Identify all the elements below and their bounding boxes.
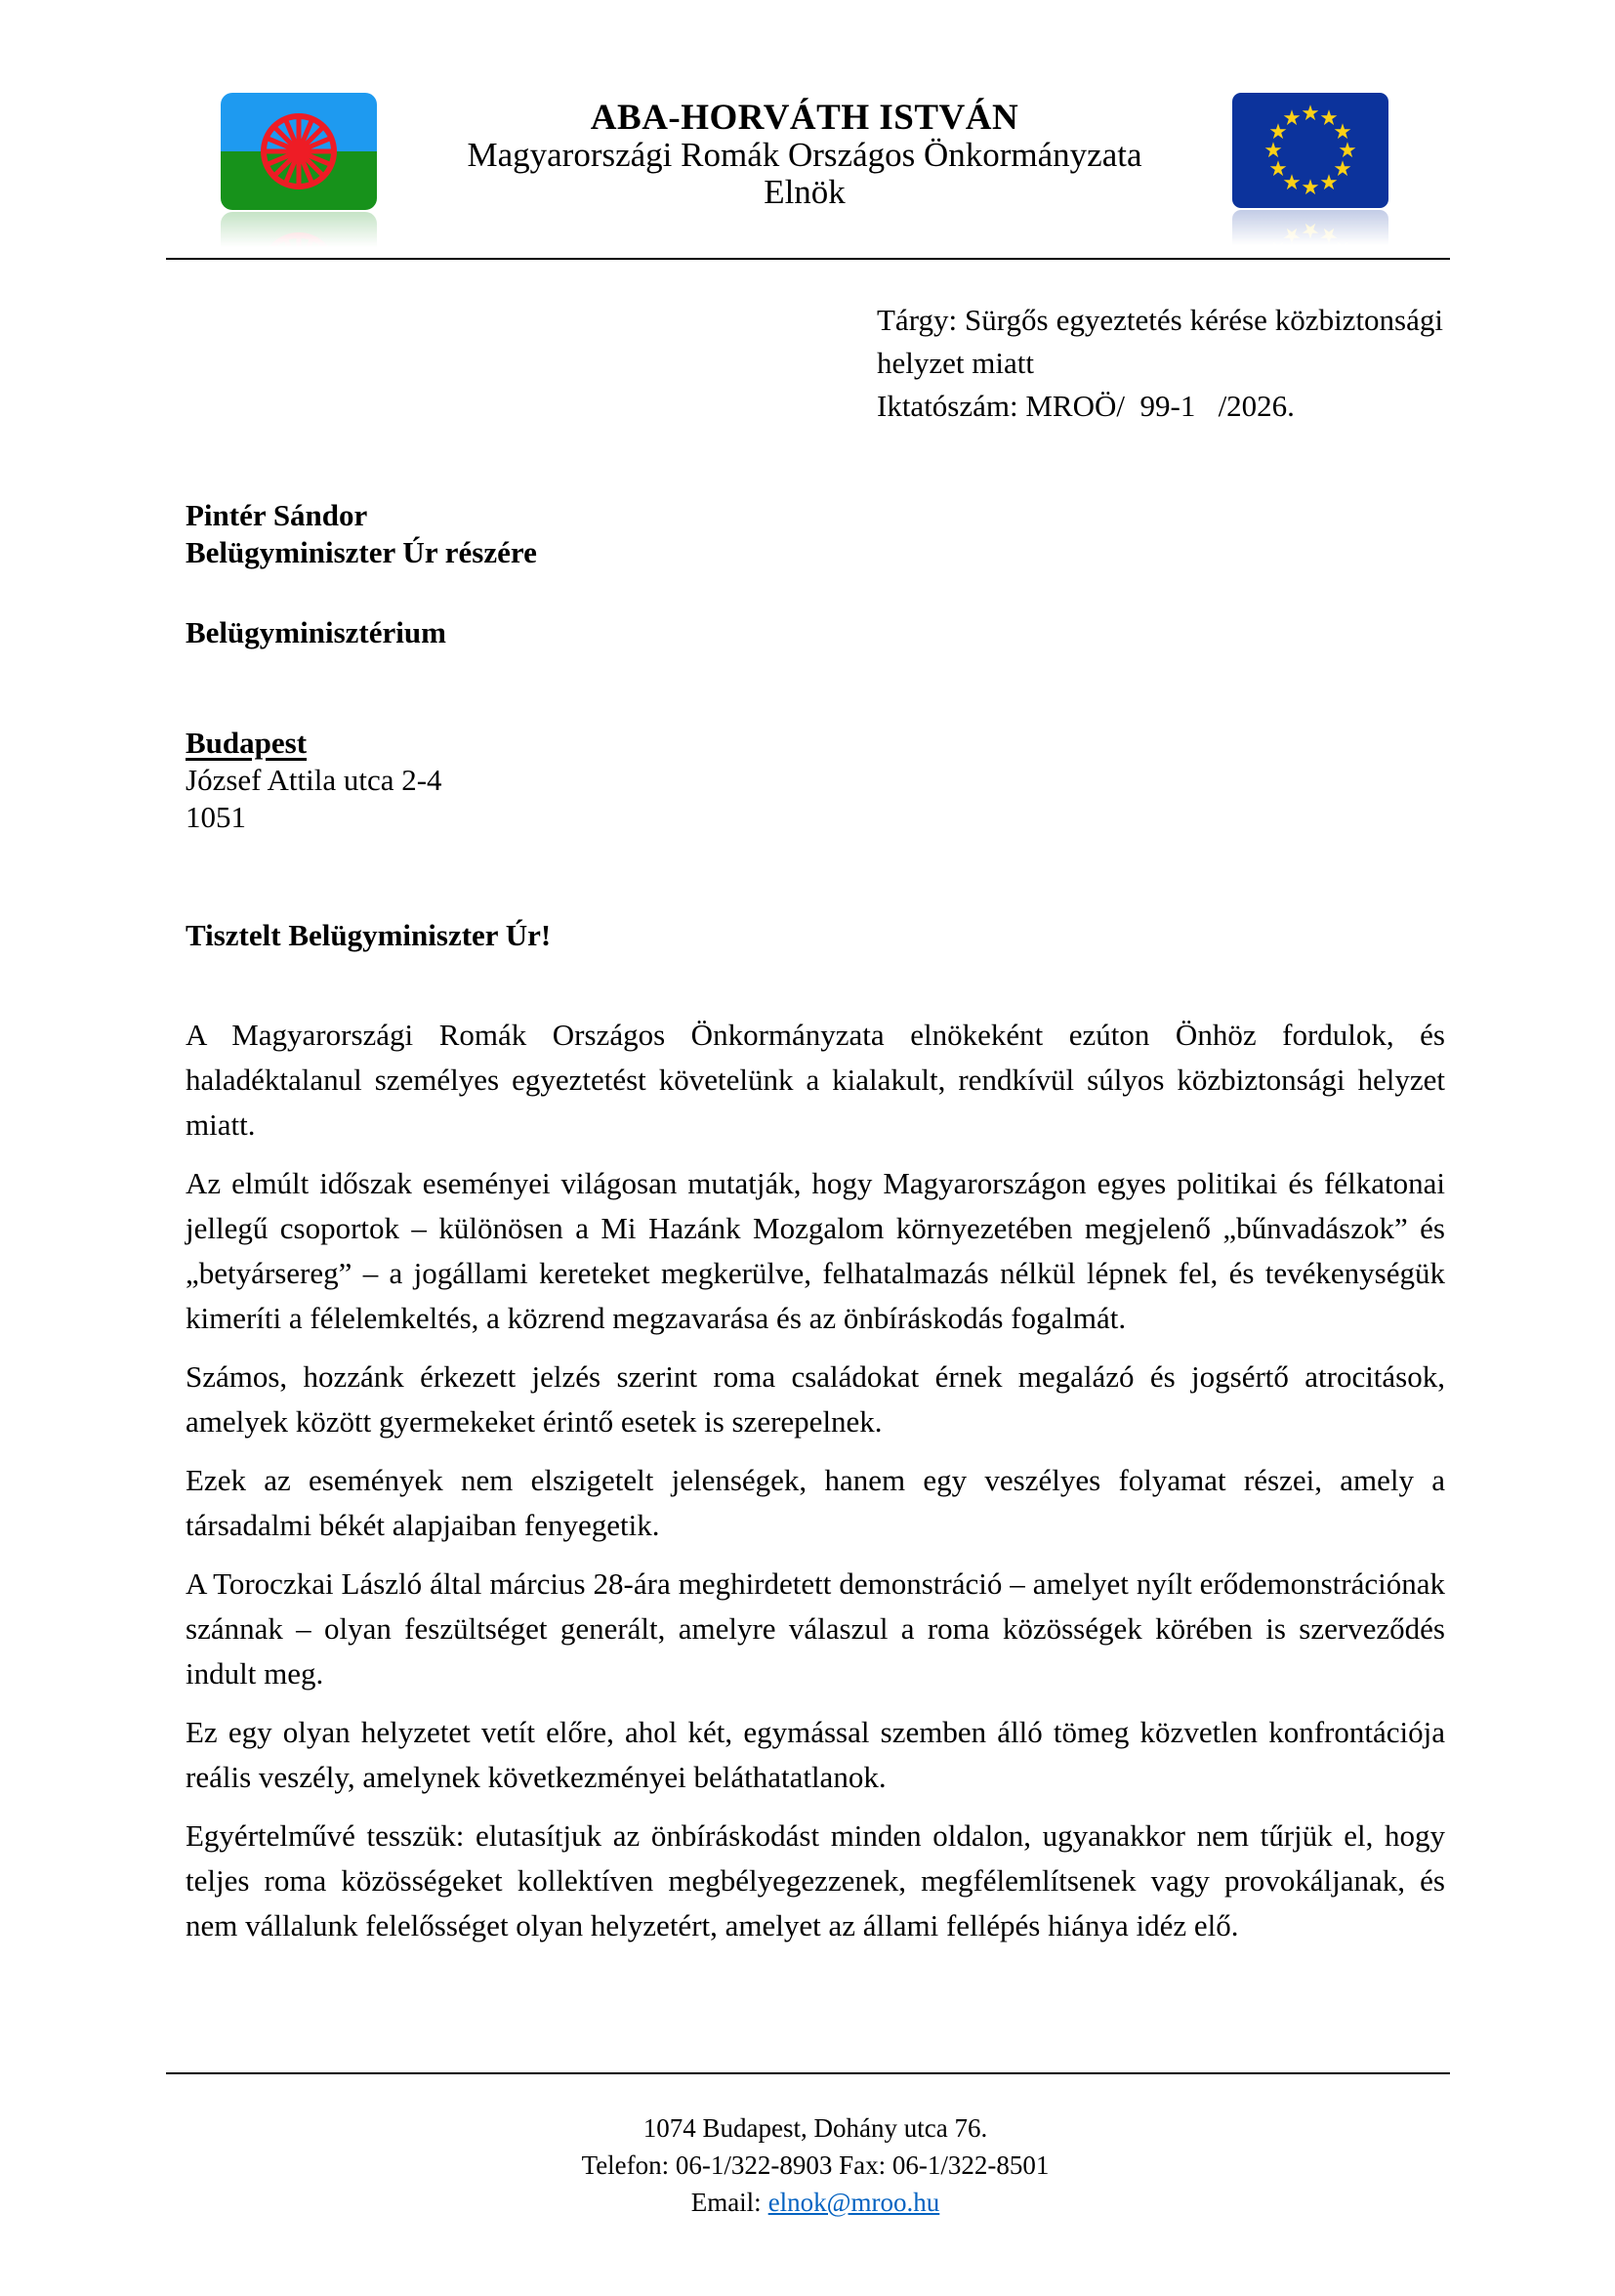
subject-block [877, 299, 1443, 428]
header-divider [166, 258, 1450, 260]
letter-body [186, 1013, 1445, 1948]
footer-address: 1074 Budapest, Dohány utca 76. [642, 2113, 988, 2143]
body-paragraph: Az elmúlt időszak eseményei világosan mutatják, hogy Magyarországon egyes politikai és félkatonai jellegű csoportok – különösen a Mi Hazánk Mozgalom környezetében megjelenő „bűnvadászok” és „betyársereg” – a jogállami kereteket megkerülve, felhatalmazás nélkül lépnek fel, és tevékenységük kimeríti a félelemkeltés, a közrend megzavarása és az önbíráskodás fogalmát. [186, 1166, 1445, 1335]
subject-line-2: helyzet miatt [877, 346, 1034, 380]
reference-number: Iktatószám: MROÖ/ 99-1 /2026. [877, 389, 1295, 423]
salutation: Tisztelt Belügyminiszter Úr! [186, 918, 552, 952]
body-paragraph: Egyértelművé tesszük: elutasítjuk az önbíráskodást minden oldalon, ugyanakkor nem tűrjük el, hogy teljes roma közösségeket kollektíven megbélyegezzenek, megfélemlítsenek vagy provokáljanak, és nem vállalunk felelősséget olyan helyzetért, amelyet az állami fellépés hiánya idéz elő. [186, 1818, 1445, 1942]
sender-name: ABA-HORVÁTH ISTVÁN [590, 98, 1019, 138]
sender-role: Elnök [764, 173, 846, 211]
footer-phone-fax: Telefon: 06-1/322-8903 Fax: 06-1/322-8501 [581, 2150, 1050, 2180]
recipient-organization: Belügyminisztérium [186, 615, 446, 649]
roma-flag-reflection [221, 212, 377, 253]
recipient-postal-code: 1051 [186, 800, 246, 834]
recipient-city: Budapest [186, 726, 308, 760]
recipient-title: Belügyminiszter Úr részére [186, 535, 537, 569]
letterhead-text [377, 100, 1232, 211]
footer-email-label: Email: [690, 2188, 762, 2217]
roma-flag-icon [221, 93, 377, 210]
letterhead [186, 88, 1445, 215]
body-paragraph: A Toroczkai László által március 28-ára meghirdetett demonstráció – amelyet nyílt erődemonstrációnak szánnak – olyan feszültséget generált, amelyre válaszul a roma közösségek körében is szerveződés indult meg. [186, 1566, 1445, 1691]
footer-email-line [186, 2184, 1445, 2221]
body-paragraph: A Magyarországi Romák Országos Önkormányzata elnökeként ezúton Önhöz fordulok, és haladéktalanul személyes egyeztetést követelünk a kialakult, rendkívül súlyos közbiztonsági helyzet miatt. [186, 1018, 1445, 1142]
roma-flag-logo [221, 93, 377, 215]
body-paragraph: Számos, hozzánk érkezett jelzés szerint roma családokat érnek megalázó és jogsértő atrocitások, amelyek között gyermekeket érintő esetek is szerepelnek. [186, 1359, 1445, 1439]
eu-flag-icon [1232, 93, 1388, 208]
body-paragraph: Ez egy olyan helyzetet vetít előre, ahol két, egymással szemben álló tömeg közvetlen konfrontációja reális veszély, amelynek következményei beláthatatlanok. [186, 1715, 1445, 1794]
eu-flag-reflection [1232, 210, 1388, 251]
eu-flag-logo [1232, 93, 1388, 213]
body-paragraph: Ezek az események nem elszigetelt jelenségek, hanem egy veszélyes folyamat részei, amely a társadalmi békét alapjaiban fenyegetik. [186, 1463, 1445, 1542]
recipient-street: József Attila utca 2-4 [186, 763, 442, 797]
recipient-block [186, 497, 1445, 836]
footer [186, 2109, 1445, 2221]
footer-divider [166, 2072, 1450, 2074]
recipient-city-line [186, 725, 1445, 762]
sender-organization: Magyarországi Romák Országos Önkormányzata [467, 136, 1142, 174]
recipient-name: Pintér Sándor [186, 498, 368, 532]
footer-email-link[interactable]: elnok@mroo.hu [767, 2188, 940, 2217]
subject-line-1: Tárgy: Sürgős egyeztetés kérése közbiztonsági [877, 303, 1443, 337]
